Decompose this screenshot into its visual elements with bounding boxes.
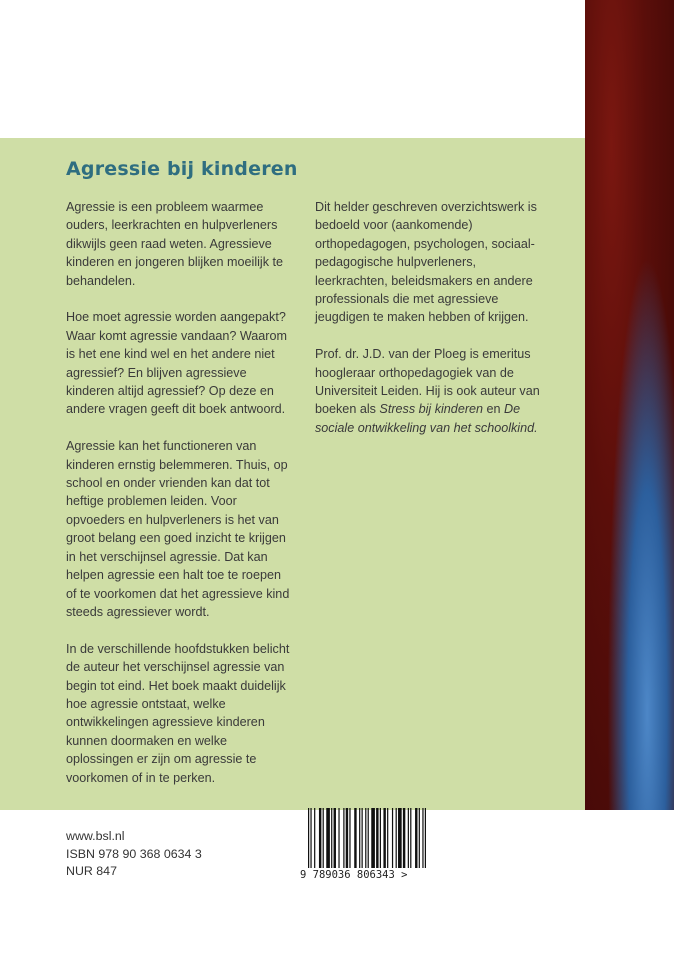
publisher-website: www.bsl.nl: [66, 829, 125, 843]
isbn: ISBN 978 90 368 0634 3: [66, 846, 202, 861]
cover-photo-edge: [585, 0, 674, 810]
paragraph: Dit helder geschreven overzichtswerk is bedoeld voor (aankomende) orthopedagogen, psychologen, sociaal-pedagogische hulpverleners, leerkrachten, beleidsmakers en andere professionals die met agressieve jeugdigen te maken hebben of krijgen.: [315, 200, 537, 325]
bio-text: Prof. dr. J.D. van der Ploeg is emeritus hoogleraar orthopedagogiek van de Universiteit Leiden. Hij is ook auteur van boeken als: [315, 347, 540, 417]
barcode-bars: [308, 808, 426, 868]
author-bio: [315, 345, 547, 437]
barcode-digits: 9 789036 806343 >: [300, 869, 408, 881]
nur-code: NUR 847: [66, 864, 117, 879]
paragraph: Agressie kan het functioneren van kinderen ernstig belemmeren. Thuis, op school en onder vrienden kan dat tot heftige problemen leiden. Voor opvoeders en hulpverleners is het van groot belang een goed inzicht te krijgen in het verschijnsel agressie. Dat kan helpen agressie een halt toe te roepen of te voorkomen dat het agressieve kind steeds agressiever wordt.: [66, 439, 290, 619]
paragraph: In de verschillende hoofdstukken belicht de auteur het verschijnsel agressie van begin tot eind. Het boek maakt duidelijk hoe agressie ontstaat, welke ontwikkelingen agressieve kinderen kunnen doormaken en welke oplossingen er zijn om agressie te voorkomen of in te perken.: [66, 641, 290, 785]
right-text-column: [315, 198, 547, 456]
barcode: [300, 808, 428, 880]
paragraph: Hoe moet agressie worden aangepakt? Waar komt agressie vandaan? Waarom is het ene kind wel en het andere niet agressief? En blijven agressieve kinderen altijd agressief? Op deze en andere vragen geeft dit boek antwoord.: [66, 310, 287, 417]
book-reference: Stress bij kinderen: [379, 402, 484, 417]
left-text-column: [66, 198, 294, 805]
publication-info: [66, 828, 202, 881]
book-title: Agressie bij kinderen: [66, 158, 298, 180]
book-reference: De sociale ontwikkeling van het schoolkind.: [315, 402, 538, 435]
paragraph: Agressie is een probleem waarmee ouders, leerkrachten en hulpverleners dikwijls geen raad weten. Agressieve kinderen en jongeren blijken moeilijk te behandelen.: [66, 200, 284, 288]
bio-text: en: [483, 402, 505, 417]
